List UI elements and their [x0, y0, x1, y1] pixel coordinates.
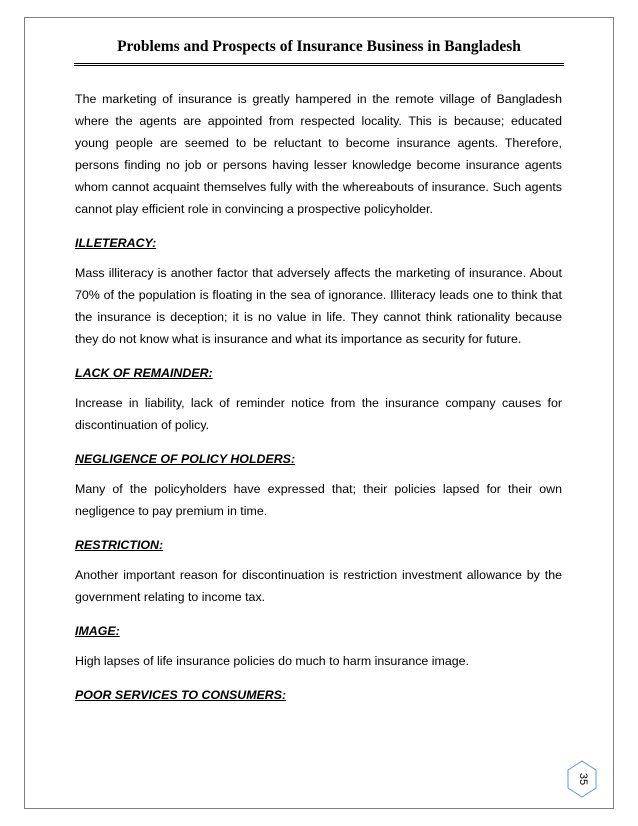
paragraph-lack-of-reminder: Increase in liability, lack of reminder notice from the insurance company causes for discontinuation of policy.: [75, 396, 562, 432]
page-number: 35: [577, 772, 589, 786]
intro-paragraph: The marketing of insurance is greatly hampered in the remote village of Bangladesh where the agents are appointed from respected locality. This is because; educated young people are seemed to be reluctant to become insurance agents. Therefore, persons finding no job or persons having lesser knowledge become insurance agents whom cannot acquaint themselves fully with the whereabouts of insurance. Such agents cannot play efficient role in convincing a prospective policyholder.: [75, 92, 562, 216]
heading-image: IMAGE:: [75, 624, 120, 638]
heading-lack-of-reminder: LACK OF REMAINDER:: [75, 366, 213, 380]
heading-restriction: RESTRICTION:: [75, 538, 164, 552]
page-header-title: Problems and Prospects of Insurance Business in Bangladesh: [117, 38, 521, 55]
heading-poor-services: POOR SERVICES TO CONSUMERS:: [75, 688, 287, 702]
heading-negligence: NEGLIGENCE OF POLICY HOLDERS:: [75, 452, 296, 466]
paragraph-negligence: Many of the policyholders have expressed that; their policies lapsed for their own negligence to pay premium in time.: [75, 482, 562, 518]
paragraph-image: High lapses of life insurance policies do much to harm insurance image.: [75, 654, 469, 668]
header-divider: [74, 63, 564, 66]
paragraph-restriction: Another important reason for discontinuation is restriction investment allowance by the government relating to income tax.: [75, 568, 562, 604]
heading-illiteracy: ILLETERACY:: [75, 236, 157, 250]
paragraph-illiteracy: Mass illiteracy is another factor that adversely affects the marketing of insurance. About 70% of the population is floating in the sea of ignorance. Illiteracy leads one to think that the insurance is deception; it is no value in life. They cannot think rationality because they do not know what is insurance and what its importance as security for future.: [75, 266, 562, 346]
document-body: [75, 88, 562, 714]
